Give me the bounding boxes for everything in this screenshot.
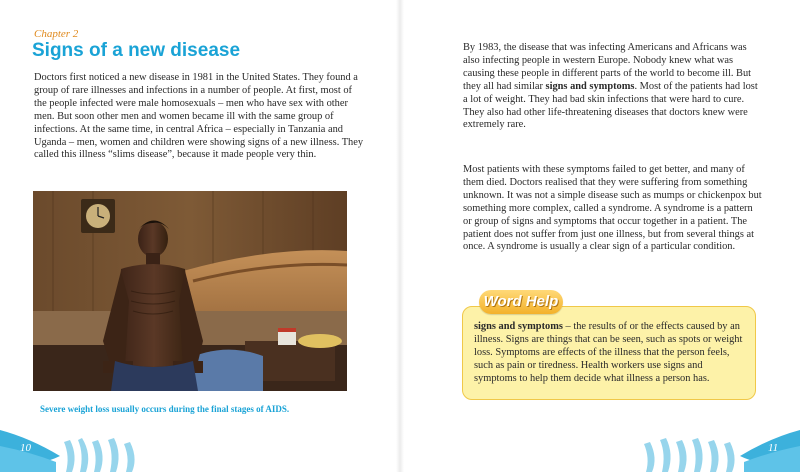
right-paragraph-1-end: . Most of the patients had lost a lot of weight. They had bad skin infections that were hard to cure. They also had other life-threatening diseases that doctors knew were extremely rare.	[463, 80, 758, 131]
word-help-tab	[479, 290, 563, 314]
right-footer-decoration	[400, 416, 800, 472]
word-help-definition-text: – the results of or the effects caused by an illness. Signs are things that can be seen, such as spots or weight loss. Symptoms are effects of the illness that the person feels, such as pain or tiredness. Health workers use signs and symptoms to help them decide what illness a person has.	[474, 321, 743, 384]
photo-caption: Severe weight loss usually occurs during the final stages of AIDS.	[40, 404, 290, 414]
right-paragraph-1-start: By 1983, the disease that was infecting Americans and Africans was also infecting people in western Europe. Nobody knew what was causing these people in different parts of the world to become ill. But they all had similar	[463, 42, 752, 92]
page-number-right: 11	[768, 442, 779, 454]
word-help-definition	[474, 321, 746, 386]
right-page	[400, 0, 800, 472]
intro-paragraph: Doctors first noticed a new disease in 1981 in the United States. They found a group of rare illnesses and infections in a number of people. At first, most of the people infected were male homosexuals – men who have sex with other men. But soon other men and women became ill with the same group of infections. At the same time, in central Africa – especially in Tanzania and Uganda – men, women and children were showing signs of a new illness. They called this illness “slims disease”, because it made people very thin.	[34, 72, 364, 161]
word-help-label: Word Help	[483, 293, 559, 310]
key-term-signs-symptoms: signs and symptoms	[545, 80, 635, 92]
right-paragraph-2: Most patients with these symptoms failed to get better, and many of them died. Doctors realised that they were suffering from something unknown. It was not a simple disease such as mumps or chickenpox but something more complex, called a syndrome. A syndrome is a pattern or group of signs and symptoms that occur together in a patient. The patient does not suffer from just one illness, but from several things at once. A syndrome is usually a clear sign of a particular condition.	[463, 164, 762, 253]
photo-man-weight-loss	[33, 191, 347, 391]
chapter-label: Chapter 2	[34, 28, 79, 40]
left-footer-decoration	[0, 416, 400, 472]
photo-illustration	[33, 191, 347, 391]
page-title: Signs of a new disease	[32, 40, 241, 61]
page-number-left: 10	[20, 442, 31, 454]
right-paragraph-1	[463, 42, 763, 132]
word-help-term: signs and symptoms	[474, 321, 563, 332]
